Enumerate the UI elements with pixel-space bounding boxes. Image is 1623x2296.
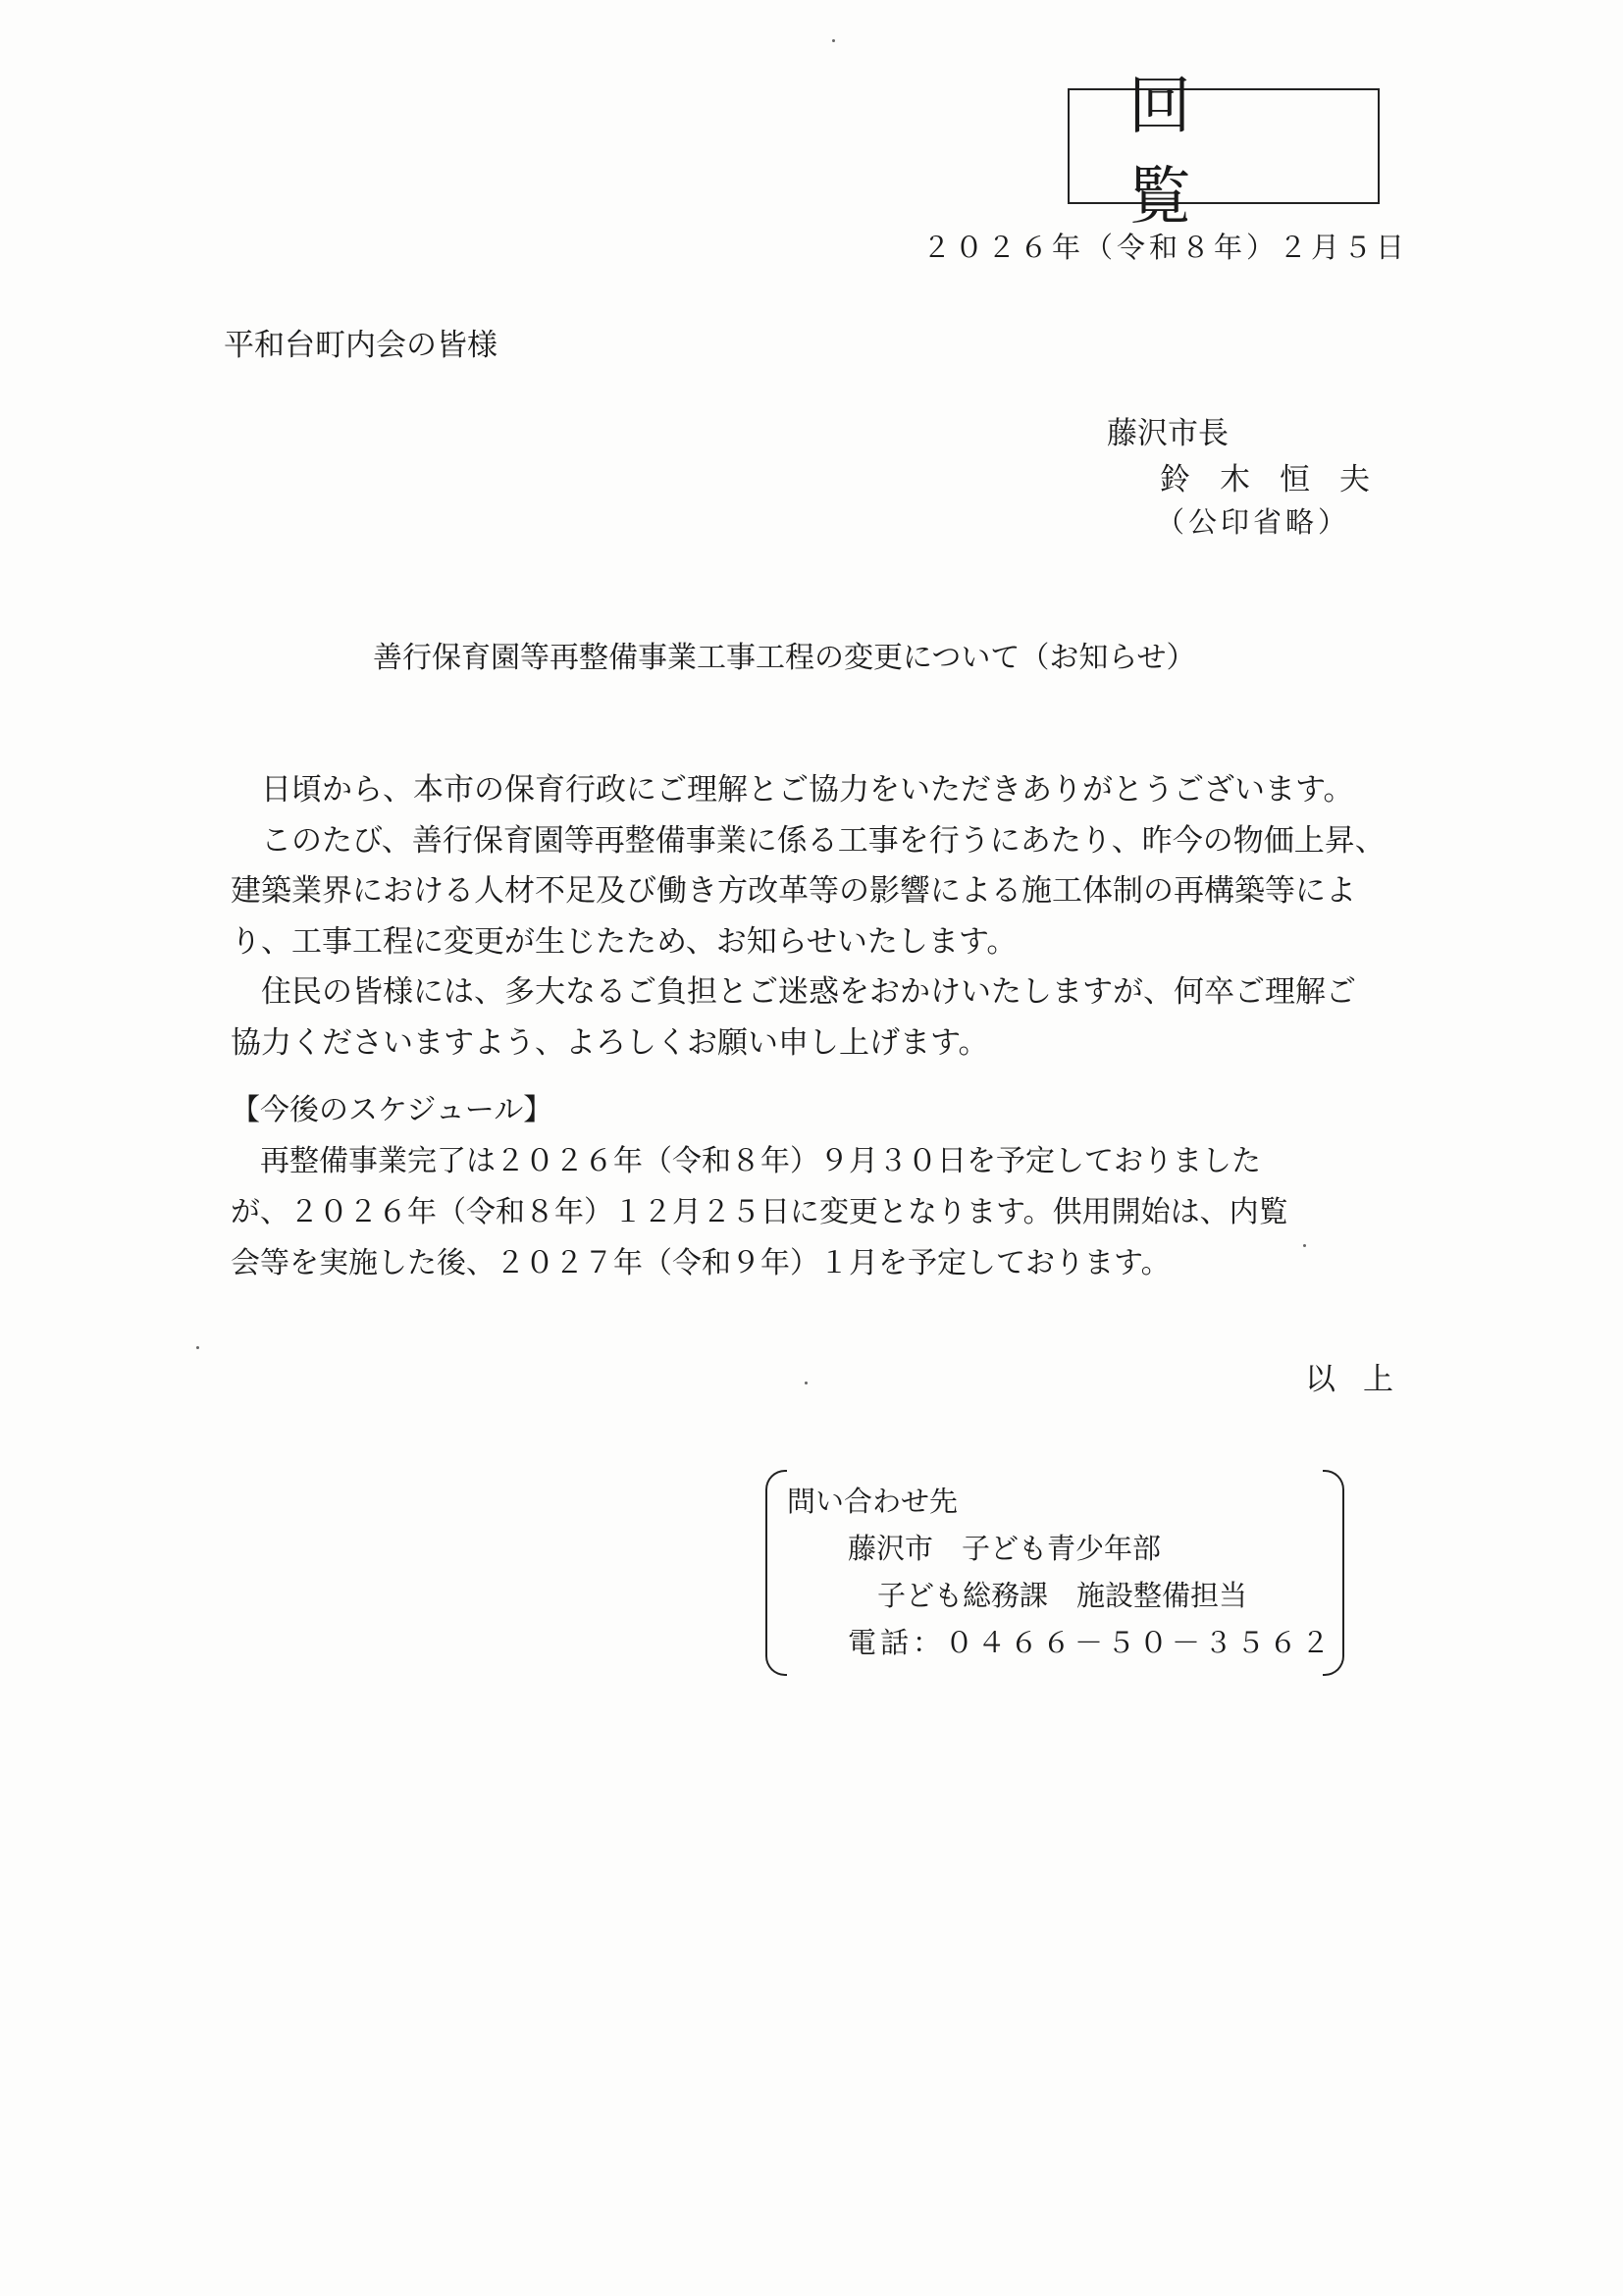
- circulation-stamp-label: 回 覧: [1128, 71, 1250, 234]
- seal-omitted-note: （公印省略）: [1156, 505, 1351, 539]
- schedule-line: 再整備事業完了は２０２６年（令和８年）９月３０日を予定しておりました: [231, 1144, 1261, 1178]
- closing-mark: 以上: [1305, 1362, 1421, 1397]
- issue-date: ２０２６年（令和８年）２月５日: [922, 231, 1409, 264]
- sender-organization: 藤沢市長: [1107, 416, 1229, 451]
- body-line: 住民の皆様には、多大なるご負担とご迷惑をおかけいたしますが、何卒ご理解ご: [231, 974, 1356, 1010]
- circulation-stamp-box: [1068, 71, 1380, 234]
- left-bracket: [765, 1470, 787, 1676]
- contact-heading: 問い合わせ先: [787, 1485, 959, 1518]
- contact-box: [765, 1470, 1344, 1676]
- body-line: 建築業界における人材不足及び働き方改革等の影響による施工体制の再構築等によ: [231, 873, 1356, 909]
- scan-speck: [1303, 1244, 1306, 1247]
- schedule-line: 会等を実施した後、２０２７年（令和９年）１月を予定しております。: [231, 1246, 1171, 1280]
- sender-name: 鈴木恒夫: [1160, 462, 1399, 497]
- body-line: 協力くださいますよう、よろしくお願い申し上げます。: [231, 1024, 989, 1061]
- schedule-section: [231, 1085, 1408, 1289]
- scan-speck: [805, 1382, 808, 1384]
- contact-section: 子ども総務課 施設整備担当: [877, 1579, 1248, 1612]
- scan-speck: [196, 1346, 199, 1349]
- schedule-line: が、２０２６年（令和８年）１２月２５日に変更となります。供用開始は、内覧: [231, 1195, 1288, 1229]
- contact-department: 藤沢市 子ども青少年部: [848, 1532, 1162, 1565]
- scan-speck: [832, 39, 835, 42]
- contact-phone: 電話：０４６６－５０－３５６２: [848, 1626, 1335, 1659]
- body-line: 日頃から、本市の保育行政にご理解とご協力をいただきありがとうございます。: [231, 772, 1354, 808]
- body-line: このたび、善行保育園等再整備事業に係る工事を行うにあたり、昨今の物価上昇、: [231, 822, 1386, 859]
- document-title: 善行保育園等再整備事業工事工程の変更について（お知らせ）: [373, 641, 1196, 675]
- schedule-heading: 【今後のスケジュール】: [231, 1093, 553, 1127]
- body-line: り、工事工程に変更が生じたため、お知らせいたします。: [231, 923, 1018, 960]
- addressee: 平和台町内会の皆様: [224, 328, 497, 363]
- body-paragraphs: [231, 765, 1408, 1069]
